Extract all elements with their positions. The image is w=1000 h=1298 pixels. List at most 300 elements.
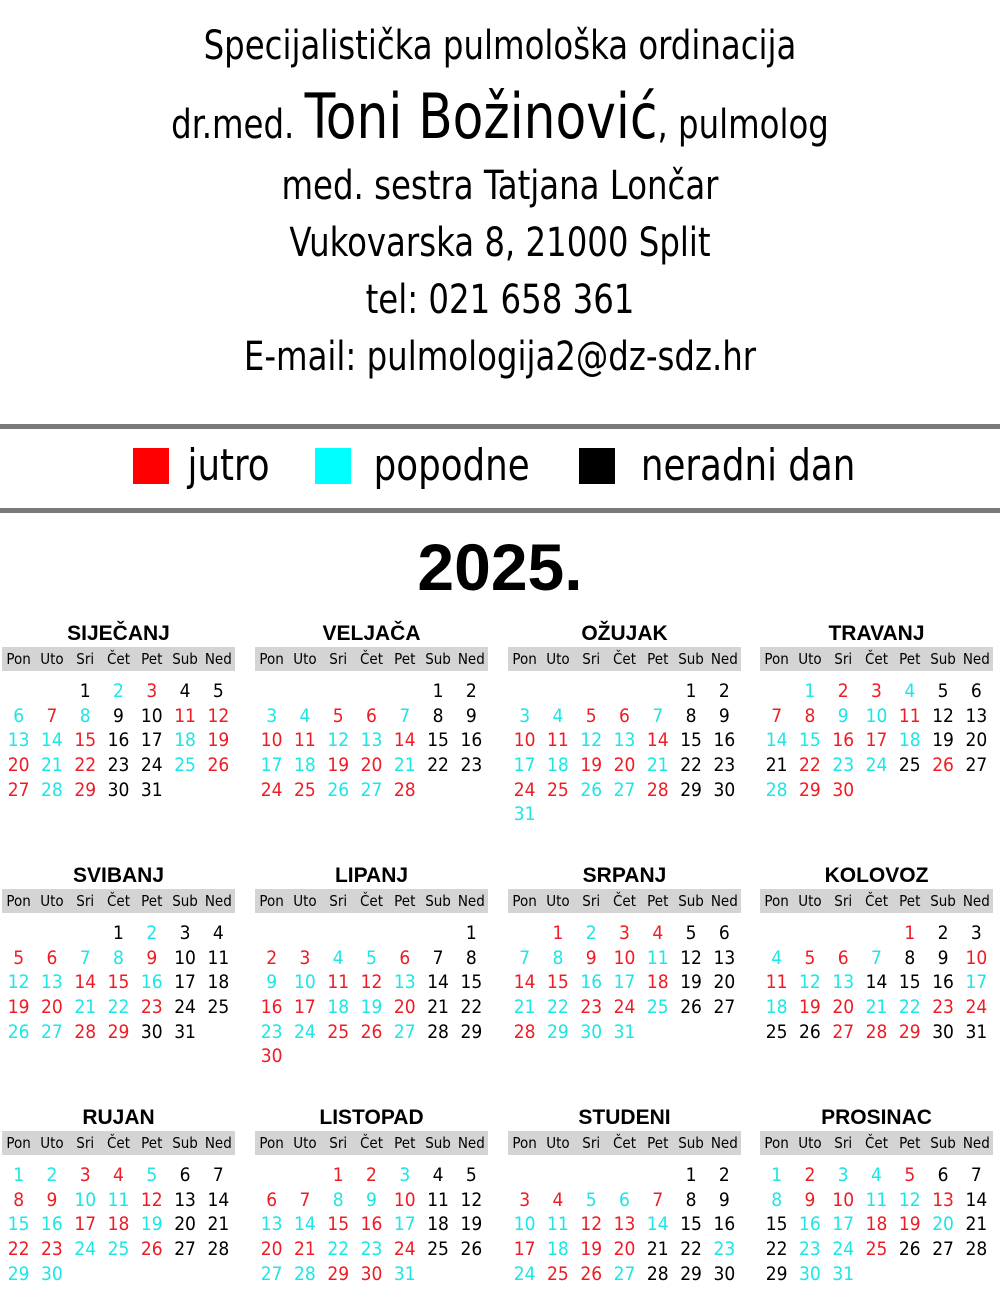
month-name: KOLOVOZ (824, 864, 929, 887)
day-cell: 18 (898, 729, 921, 752)
day-cell: 27 (174, 1238, 196, 1261)
day-cell: 1 (804, 680, 816, 702)
empty-cell (508, 679, 541, 704)
weekday-header (760, 889, 993, 913)
day-cell: 26 (680, 996, 702, 1019)
weekday-header (255, 1131, 488, 1155)
day-cell: 22 (680, 1238, 702, 1261)
day-cell: 6 (619, 1188, 630, 1211)
month-rujan (2, 1105, 235, 1286)
day-cell: 28 (41, 778, 63, 801)
day-cell: 2 (266, 946, 278, 969)
weekday-label: Pon (512, 650, 537, 668)
legend-item-afternoon: popodne (315, 440, 538, 492)
day-cell: 7 (212, 1164, 224, 1186)
weekday-header (508, 1131, 741, 1155)
day-cell: 4 (904, 680, 916, 702)
weekday-label: Uto (798, 650, 822, 668)
day-cell: 23 (799, 1238, 821, 1261)
day-cell: 14 (646, 729, 669, 752)
day-cell: 8 (685, 704, 697, 727)
day-cell: 23 (832, 754, 855, 777)
weekday-header (2, 647, 235, 671)
day-cell: 9 (46, 1188, 58, 1211)
day-cell: 12 (580, 1213, 603, 1236)
day-cell: 13 (832, 971, 855, 994)
empty-cell (355, 679, 388, 704)
weekday-label: Sri (582, 650, 601, 668)
day-cell: 29 (680, 778, 702, 801)
day-cell: 9 (718, 704, 730, 727)
day-cell: 21 (865, 996, 888, 1019)
weekday-label: Pon (764, 892, 789, 910)
day-cell: 10 (393, 1188, 416, 1211)
day-cell: 11 (765, 971, 788, 994)
nonworking-swatch (579, 448, 615, 484)
day-cell: 13 (965, 704, 988, 727)
day-cell: 1 (465, 922, 477, 944)
day-cell: 15 (765, 1213, 788, 1236)
weekday-label: Uto (40, 650, 64, 668)
weekday-label: Pet (394, 1134, 416, 1152)
day-cell: 28 (294, 1262, 316, 1285)
legend (0, 440, 1000, 492)
day-cell: 21 (294, 1238, 316, 1261)
day-cell: 14 (865, 971, 888, 994)
day-cell: 17 (965, 971, 988, 994)
weekday-label: Pon (6, 892, 31, 910)
weekday-label: Čet (864, 1134, 888, 1152)
day-cell: 24 (294, 1020, 316, 1043)
day-cell: 29 (74, 778, 97, 801)
day-cell: 17 (140, 729, 163, 752)
weekday-label: Uto (293, 892, 317, 910)
month-name: SRPANJ (582, 864, 667, 887)
day-cell: 21 (765, 754, 788, 777)
empty-cell (69, 921, 102, 946)
day-cell: 4 (552, 1188, 564, 1211)
day-cell: 20 (832, 996, 855, 1019)
empty-cell (508, 921, 541, 946)
day-cell: 27 (965, 754, 988, 777)
weekday-header (2, 889, 235, 913)
day-cell: 7 (652, 1188, 664, 1211)
empty-cell (288, 921, 321, 946)
day-cell: 7 (46, 704, 58, 727)
day-cell: 26 (799, 1020, 821, 1043)
weekday-label: Pon (764, 650, 789, 668)
day-cell: 18 (294, 754, 316, 777)
day-cell: 2 (718, 680, 730, 702)
weekday-label: Sri (329, 650, 348, 668)
day-cell: 10 (294, 971, 316, 994)
day-cell: 1 (13, 1164, 25, 1186)
day-grid (760, 1163, 993, 1286)
weekday-label: Uto (798, 1134, 822, 1152)
day-cell: 9 (837, 704, 849, 727)
month-name: LIPANJ (334, 864, 409, 887)
day-grid (2, 679, 235, 802)
day-cell: 26 (580, 778, 603, 801)
day-cell: 12 (327, 729, 350, 752)
day-cell: 5 (937, 680, 949, 702)
day-cell: 4 (432, 1164, 444, 1186)
day-cell: 18 (107, 1213, 130, 1236)
day-cell: 31 (832, 1262, 855, 1285)
month-travanj (760, 621, 993, 802)
day-cell: 23 (460, 754, 483, 777)
day-cell: 11 (898, 704, 921, 727)
day-cell: 20 (260, 1238, 283, 1261)
day-cell: 29 (799, 778, 821, 801)
weekday-label: Pet (394, 650, 416, 668)
day-cell: 11 (427, 1188, 449, 1211)
day-cell: 25 (646, 996, 669, 1019)
day-cell: 2 (804, 1164, 816, 1186)
day-cell: 24 (74, 1238, 97, 1261)
weekday-label: Pon (6, 650, 31, 668)
day-cell: 6 (399, 946, 411, 969)
day-cell: 6 (179, 1164, 191, 1186)
day-cell: 6 (13, 704, 25, 727)
weekday-header (508, 889, 741, 913)
day-cell: 27 (393, 1020, 416, 1043)
clinic-title: Specijalistička pulmološka ordinacija (203, 23, 797, 69)
day-cell: 25 (207, 996, 230, 1019)
day-cell: 31 (174, 1020, 196, 1043)
day-cell: 5 (13, 946, 25, 969)
day-cell: 12 (460, 1188, 483, 1211)
day-cell: 6 (619, 704, 630, 727)
day-cell: 25 (427, 1238, 449, 1261)
day-cell: 14 (207, 1188, 230, 1211)
day-cell: 22 (427, 754, 449, 777)
weekday-label: Čet (106, 1134, 130, 1152)
weekday-label: Sri (329, 1134, 348, 1152)
empty-cell (608, 1163, 641, 1188)
day-cell: 19 (207, 729, 230, 752)
day-cell: 30 (713, 1262, 736, 1285)
day-cell: 19 (360, 996, 383, 1019)
weekday-header (255, 889, 488, 913)
day-cell: 13 (260, 1213, 283, 1236)
day-cell: 24 (513, 778, 536, 801)
month-studeni (508, 1105, 741, 1286)
day-cell: 5 (804, 946, 816, 969)
day-grid (255, 1163, 488, 1286)
day-cell: 1 (432, 680, 444, 702)
day-cell: 21 (74, 996, 97, 1019)
day-cell: 21 (646, 754, 669, 777)
weekday-label: Pet (394, 892, 416, 910)
day-cell: 16 (140, 971, 163, 994)
day-cell: 10 (140, 704, 163, 727)
day-cell: 16 (360, 1213, 383, 1236)
day-cell: 23 (107, 754, 130, 777)
day-cell: 23 (41, 1238, 63, 1261)
phone-line: tel: 021 658 361 (365, 277, 635, 323)
day-cell: 20 (41, 996, 63, 1019)
day-cell: 1 (552, 922, 564, 944)
day-cell: 7 (519, 946, 531, 969)
empty-cell (508, 1163, 541, 1188)
weekday-label: Sub (930, 892, 956, 910)
day-cell: 20 (613, 1238, 636, 1261)
day-cell: 17 (74, 1213, 97, 1236)
day-cell: 21 (207, 1213, 230, 1236)
day-cell: 22 (327, 1238, 350, 1261)
weekday-label: Sub (172, 650, 198, 668)
day-cell: 2 (113, 680, 124, 702)
day-cell: 25 (174, 754, 196, 777)
afternoon-swatch (315, 448, 351, 484)
day-cell: 15 (7, 1213, 30, 1236)
month-name: RUJAN (82, 1106, 155, 1129)
day-cell: 11 (107, 1188, 130, 1211)
day-cell: 14 (294, 1213, 316, 1236)
day-cell: 9 (804, 1188, 816, 1211)
day-cell: 11 (547, 729, 569, 752)
month-name: SVIBANJ (72, 864, 165, 887)
day-cell: 28 (765, 778, 788, 801)
day-cell: 13 (7, 729, 30, 752)
day-cell: 1 (79, 680, 91, 702)
weekday-label: Ned (710, 650, 738, 668)
day-cell: 22 (799, 754, 821, 777)
day-cell: 3 (519, 1188, 531, 1211)
day-cell: 9 (585, 946, 597, 969)
month-svibanj (2, 863, 235, 1044)
day-cell: 25 (294, 778, 316, 801)
day-cell: 3 (79, 1164, 91, 1186)
weekday-label: Čet (359, 650, 383, 668)
month-kolovoz (760, 863, 993, 1044)
day-cell: 30 (713, 778, 736, 801)
weekday-label: Sri (582, 1134, 601, 1152)
day-cell: 14 (646, 1213, 669, 1236)
day-cell: 11 (207, 946, 230, 969)
day-cell: 30 (107, 778, 130, 801)
weekday-label: Pet (141, 650, 163, 668)
day-cell: 3 (871, 680, 882, 702)
empty-cell (2, 921, 35, 946)
weekday-label: Uto (293, 1134, 317, 1152)
day-cell: 13 (174, 1188, 196, 1211)
day-cell: 14 (74, 971, 97, 994)
weekday-label: Čet (864, 650, 888, 668)
day-cell: 10 (513, 1213, 536, 1236)
day-cell: 19 (580, 1238, 603, 1261)
day-cell: 19 (932, 729, 954, 752)
day-cell: 14 (513, 971, 536, 994)
day-cell: 27 (613, 1262, 636, 1285)
day-cell: 20 (613, 754, 636, 777)
empty-cell (388, 679, 421, 704)
day-cell: 3 (146, 680, 158, 702)
day-cell: 6 (366, 704, 377, 727)
day-cell: 25 (107, 1238, 130, 1261)
day-cell: 22 (74, 754, 97, 777)
day-cell: 7 (432, 946, 444, 969)
weekday-label: Sub (172, 892, 198, 910)
day-cell: 15 (107, 971, 130, 994)
day-cell: 26 (140, 1238, 163, 1261)
day-cell: 17 (294, 996, 316, 1019)
day-cell: 18 (427, 1213, 449, 1236)
day-cell: 22 (765, 1238, 788, 1261)
day-cell: 12 (799, 971, 821, 994)
weekday-label: Sub (425, 1134, 451, 1152)
day-cell: 1 (685, 1164, 697, 1186)
month-lipanj (255, 863, 488, 1069)
weekday-label: Sri (76, 892, 95, 910)
day-cell: 25 (898, 754, 921, 777)
day-cell: 21 (965, 1213, 988, 1236)
day-cell: 9 (465, 704, 477, 727)
day-cell: 12 (207, 704, 230, 727)
weekday-label: Čet (612, 1134, 636, 1152)
weekday-label: Čet (612, 650, 636, 668)
weekday-label: Čet (359, 892, 383, 910)
day-cell: 10 (174, 946, 196, 969)
empty-cell (35, 679, 68, 704)
day-cell: 15 (680, 1213, 702, 1236)
year-title: 2025. (417, 530, 583, 604)
day-grid (760, 679, 993, 802)
weekday-label: Ned (204, 650, 232, 668)
day-grid (760, 921, 993, 1044)
weekday-label: Pet (647, 1134, 669, 1152)
day-cell: 29 (107, 1020, 130, 1043)
day-cell: 7 (871, 946, 882, 969)
empty-cell (2, 679, 35, 704)
day-cell: 16 (580, 971, 603, 994)
legend-item-morning: jutro (133, 440, 274, 492)
day-cell: 4 (771, 946, 783, 969)
day-cell: 28 (74, 1020, 97, 1043)
day-cell: 9 (366, 1188, 377, 1211)
day-cell: 15 (74, 729, 97, 752)
day-cell: 24 (513, 1262, 536, 1285)
empty-cell (541, 679, 574, 704)
day-cell: 27 (360, 778, 383, 801)
day-cell: 28 (646, 1262, 669, 1285)
day-grid (255, 679, 488, 802)
weekday-label: Uto (293, 650, 317, 668)
weekday-label: Uto (546, 892, 570, 910)
day-grid (508, 921, 741, 1044)
day-cell: 21 (427, 996, 449, 1019)
day-cell: 26 (327, 778, 350, 801)
day-cell: 20 (174, 1213, 196, 1236)
day-cell: 4 (113, 1164, 124, 1186)
day-cell: 30 (799, 1262, 821, 1285)
morning-swatch (133, 448, 169, 484)
day-cell: 29 (7, 1262, 30, 1285)
day-cell: 29 (327, 1262, 350, 1285)
empty-cell (255, 679, 288, 704)
day-cell: 15 (327, 1213, 350, 1236)
day-cell: 21 (41, 754, 63, 777)
weekday-label: Čet (106, 892, 130, 910)
weekday-label: Ned (710, 892, 738, 910)
day-cell: 14 (393, 729, 416, 752)
day-cell: 24 (865, 754, 888, 777)
weekday-label: Pon (512, 1134, 537, 1152)
nurse-line: med. sestra Tatjana Lončar (281, 163, 719, 209)
day-cell: 4 (179, 680, 191, 702)
empty-cell (35, 921, 68, 946)
day-cell: 9 (937, 946, 949, 969)
day-cell: 2 (837, 680, 849, 702)
day-cell: 30 (140, 1020, 163, 1043)
day-cell: 1 (113, 922, 124, 944)
day-cell: 25 (765, 1020, 788, 1043)
doctor-name: Toni Božinović (304, 80, 658, 153)
day-cell: 3 (299, 946, 311, 969)
empty-cell (641, 1163, 674, 1188)
day-cell: 17 (613, 971, 636, 994)
empty-cell (322, 921, 355, 946)
day-cell: 16 (932, 971, 954, 994)
weekday-label: Čet (106, 650, 130, 668)
day-cell: 12 (898, 1188, 921, 1211)
day-cell: 14 (41, 729, 63, 752)
day-cell: 3 (179, 922, 191, 944)
day-cell: 19 (898, 1213, 921, 1236)
day-grid (508, 679, 741, 827)
day-cell: 22 (107, 996, 130, 1019)
day-cell: 13 (932, 1188, 954, 1211)
day-cell: 4 (212, 922, 224, 944)
day-cell: 13 (713, 946, 736, 969)
day-cell: 18 (174, 729, 196, 752)
day-cell: 12 (580, 729, 603, 752)
day-cell: 10 (513, 729, 536, 752)
day-cell: 19 (327, 754, 350, 777)
day-cell: 10 (613, 946, 636, 969)
day-cell: 10 (832, 1188, 855, 1211)
day-cell: 31 (613, 1020, 636, 1043)
day-cell: 24 (832, 1238, 855, 1261)
day-cell: 3 (519, 704, 531, 727)
day-cell: 8 (79, 704, 91, 727)
month-srpanj (508, 863, 741, 1044)
weekday-label: Ned (457, 1134, 485, 1152)
day-cell: 27 (41, 1020, 63, 1043)
weekday-label: Pet (141, 892, 163, 910)
weekday-label: Ned (204, 1134, 232, 1152)
weekday-label: Čet (612, 892, 636, 910)
empty-cell (608, 679, 641, 704)
weekday-header (760, 647, 993, 671)
day-cell: 24 (965, 996, 988, 1019)
empty-cell (575, 1163, 608, 1188)
empty-cell (322, 679, 355, 704)
empty-cell (760, 921, 793, 946)
day-cell: 9 (718, 1188, 730, 1211)
day-cell: 23 (713, 1238, 736, 1261)
day-cell: 17 (513, 754, 536, 777)
day-cell: 5 (685, 922, 697, 944)
day-cell: 5 (332, 704, 344, 727)
weekday-label: Sub (425, 892, 451, 910)
doctor-suffix: , pulmolog (657, 102, 829, 148)
day-cell: 27 (260, 1262, 283, 1285)
day-cell: 26 (932, 754, 954, 777)
day-cell: 20 (965, 729, 988, 752)
day-cell: 17 (513, 1238, 536, 1261)
